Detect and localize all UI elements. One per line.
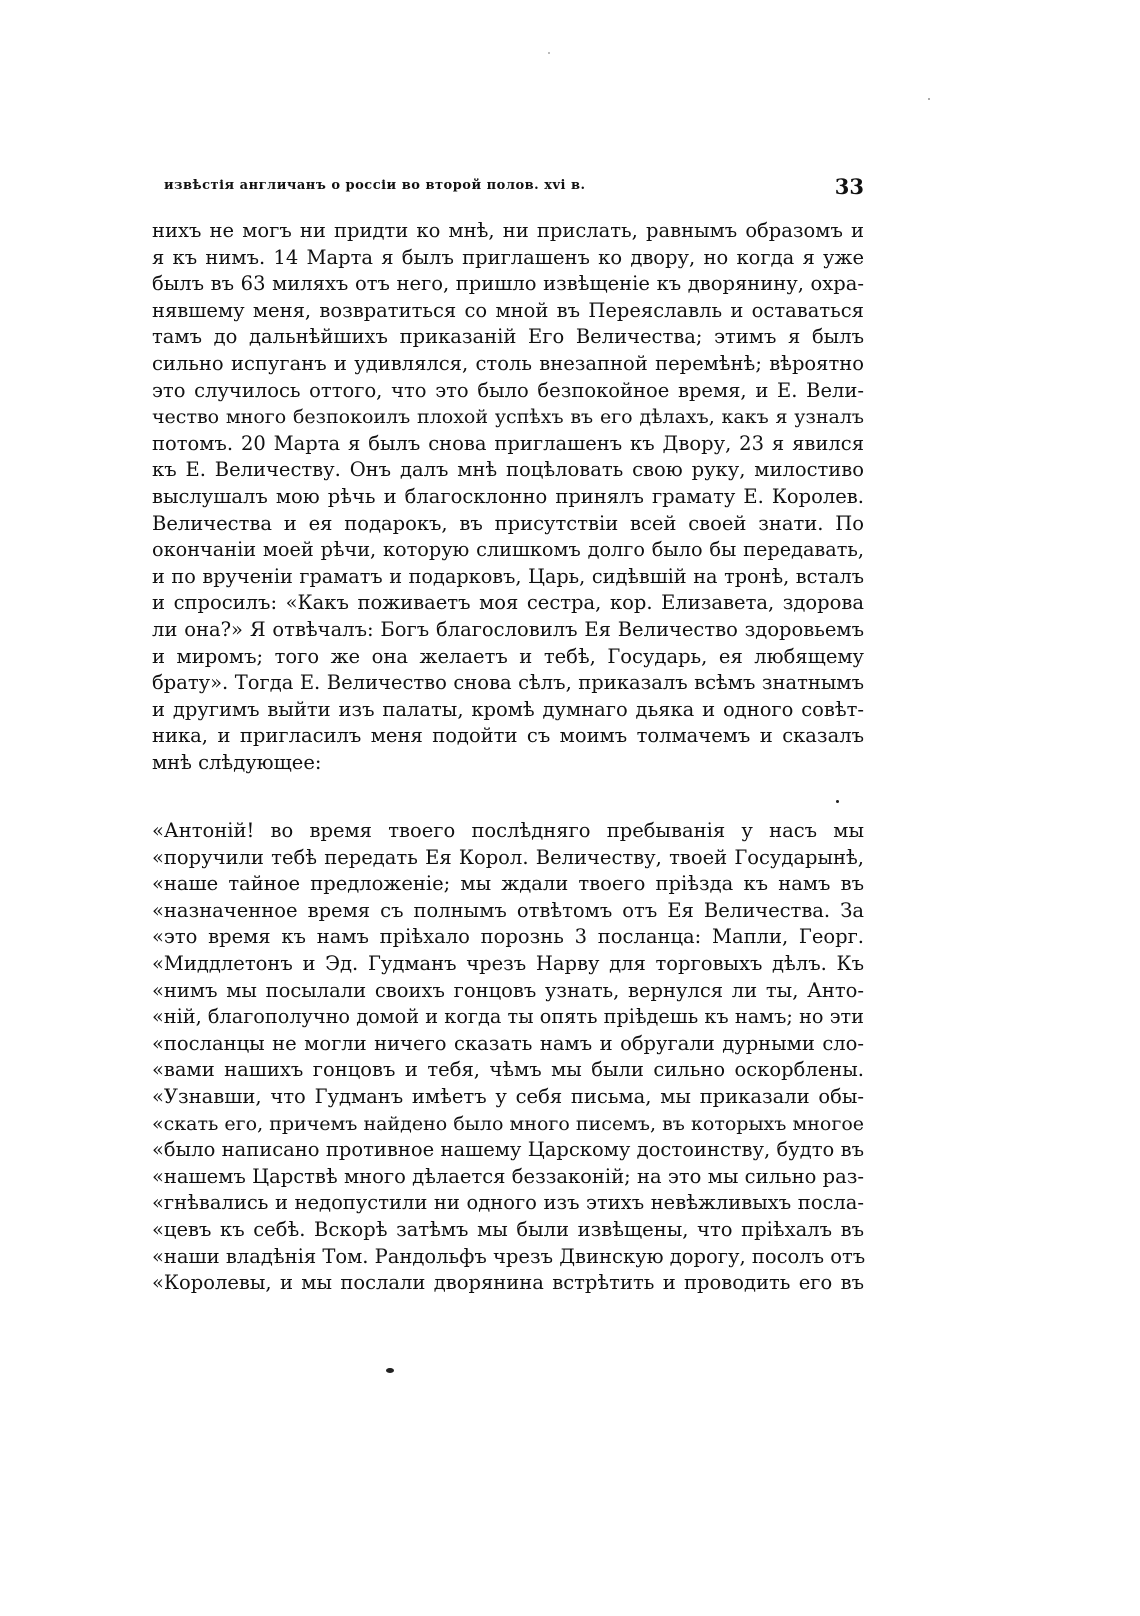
- text-line: Величества и ея подарокъ, въ присутствіи всей своей знати. По: [152, 511, 864, 535]
- text-line: окончаніи моей рѣчи, которую слишкомъ долго было бы передавать,: [152, 538, 864, 562]
- text-line: чество много безпокоилъ плохой успѣхъ въ его дѣлахъ, какъ я узналъ: [152, 406, 864, 429]
- text-line: «Узнавши, что Гудманъ имѣетъ у себя письма, мы приказали обы-: [152, 1084, 864, 1108]
- page-number: 33: [834, 174, 864, 199]
- text-line: «скать его, причемъ найдено было много писемъ, въ которыхъ многое: [152, 1112, 864, 1135]
- text-line: выслушалъ мою рѣчь и благосклонно принялъ грамату Е. Королев.: [152, 484, 864, 508]
- ink-speck: [548, 52, 550, 54]
- text-line: ника, и пригласилъ меня подойти съ моимъ толмачемъ и сказалъ: [152, 724, 864, 748]
- text-line: «вами нашихъ гонцовъ и тебя, чѣмъ мы были сильно оскорблены.: [152, 1058, 864, 1082]
- text-line: «посланцы не могли ничего сказать намъ и обругали дурными сло-: [152, 1031, 864, 1055]
- text-line: «гнѣвались и недопустили ни одного изъ этихъ невѣжливыхъ посла-: [152, 1191, 864, 1215]
- text-line: былъ въ 63 миляхъ отъ него, пришло извѣщеніе къ дворянину, охра-: [152, 272, 864, 296]
- text-line: «было написано противное нашему Царскому достоинству, будто въ: [152, 1138, 864, 1162]
- ink-speck: [386, 1368, 394, 1373]
- text-line: «ній, благополучно домой и когда ты опять пріѣдешь къ намъ; но эти: [152, 1005, 864, 1029]
- text-line: тамъ до дальнѣйшихъ приказаній Его Величества; этимъ я былъ: [152, 325, 864, 349]
- text-line: «Миддлетонъ и Эд. Гудманъ чрезъ Нарву для торговыхъ дѣлъ. Къ: [152, 951, 864, 975]
- text-line: и спросилъ: «Какъ поживаетъ моя сестра, кор. Елизавета, здорова: [152, 591, 864, 615]
- text-line: «назначенное время съ полнымъ отвѣтомъ отъ Ея Величества. За: [152, 898, 864, 922]
- text-line: я къ нимъ. 14 Марта я былъ приглашенъ ко двору, но когда я уже: [152, 245, 864, 269]
- text-line: нихъ не могъ ни придти ко мнѣ, ни прислать, равнымъ образомъ и: [152, 219, 864, 242]
- text-line: къ Е. Величеству. Онъ далъ мнѣ поцѣловать свою руку, милостиво: [152, 458, 864, 482]
- text-line: «это время къ намъ пріѣхало порознь 3 посланца: Мапли, Георг.: [152, 925, 864, 949]
- text-line: брату». Тогда Е. Величество снова сѣлъ, приказалъ всѣмъ знатнымъ: [152, 671, 864, 695]
- running-head: [152, 176, 880, 200]
- paragraph-2-quote: [152, 818, 864, 1297]
- text-line: «поручили тебѣ передать Ея Корол. Величеству, твоей Государынѣ,: [152, 845, 864, 869]
- text-line: и миромъ; того же она желаетъ и тебѣ, Государь, ея любящему: [152, 644, 864, 668]
- text-line: сильно испуганъ и удивлялся, столь внезапной перемѣнѣ; вѣроятно: [152, 351, 864, 375]
- text-line: «Антоній! во время твоего послѣдняго пребыванія у насъ мы: [152, 819, 864, 842]
- text-line: потомъ. 20 Марта я былъ снова приглашенъ къ Двору, 23 я явился: [152, 431, 864, 455]
- ink-speck: [928, 98, 930, 100]
- text-line: нявшему меня, возвратиться со мной въ Переяславль и оставаться: [152, 298, 864, 322]
- text-line: и по врученіи граматъ и подарковъ, Царь, сидѣвшій на тронѣ, всталъ: [152, 564, 864, 588]
- running-title: извѣстія англичанъ о россіи во второй полов. xvi в.: [164, 178, 586, 193]
- text-line: «наше тайное предложеніе; мы ждали твоего пріѣзда къ намъ въ: [152, 872, 864, 896]
- ink-speck: [836, 800, 839, 803]
- text-line: «цевъ къ себѣ. Вскорѣ затѣмъ мы были извѣщены, что пріѣхалъ въ: [152, 1217, 864, 1241]
- text-line: «Королевы, и мы послали дворянина встрѣтить и проводить его въ: [152, 1271, 864, 1295]
- text-line: «наши владѣнія Том. Рандольфъ чрезъ Двинскую дорогу, посолъ отъ: [152, 1244, 866, 1268]
- text-line: ли она?» Я отвѣчалъ: Богъ благословилъ Ея Величество здоровьемъ: [152, 617, 864, 641]
- paragraph-1: [152, 218, 864, 776]
- text-line: «нашемъ Царствѣ много дѣлается беззаконій; на это мы сильно раз-: [152, 1164, 864, 1188]
- text-line: мнѣ слѣдующее:: [152, 750, 322, 774]
- text-line: это случилось оттого, что это было безпокойное время, и Е. Вели-: [152, 378, 864, 402]
- text-line: «нимъ мы посылали своихъ гонцовъ узнать, вернулся ли ты, Анто-: [152, 978, 864, 1002]
- text-line: и другимъ выйти изъ палаты, кромѣ думнаго дьяка и одного совѣт-: [152, 697, 864, 721]
